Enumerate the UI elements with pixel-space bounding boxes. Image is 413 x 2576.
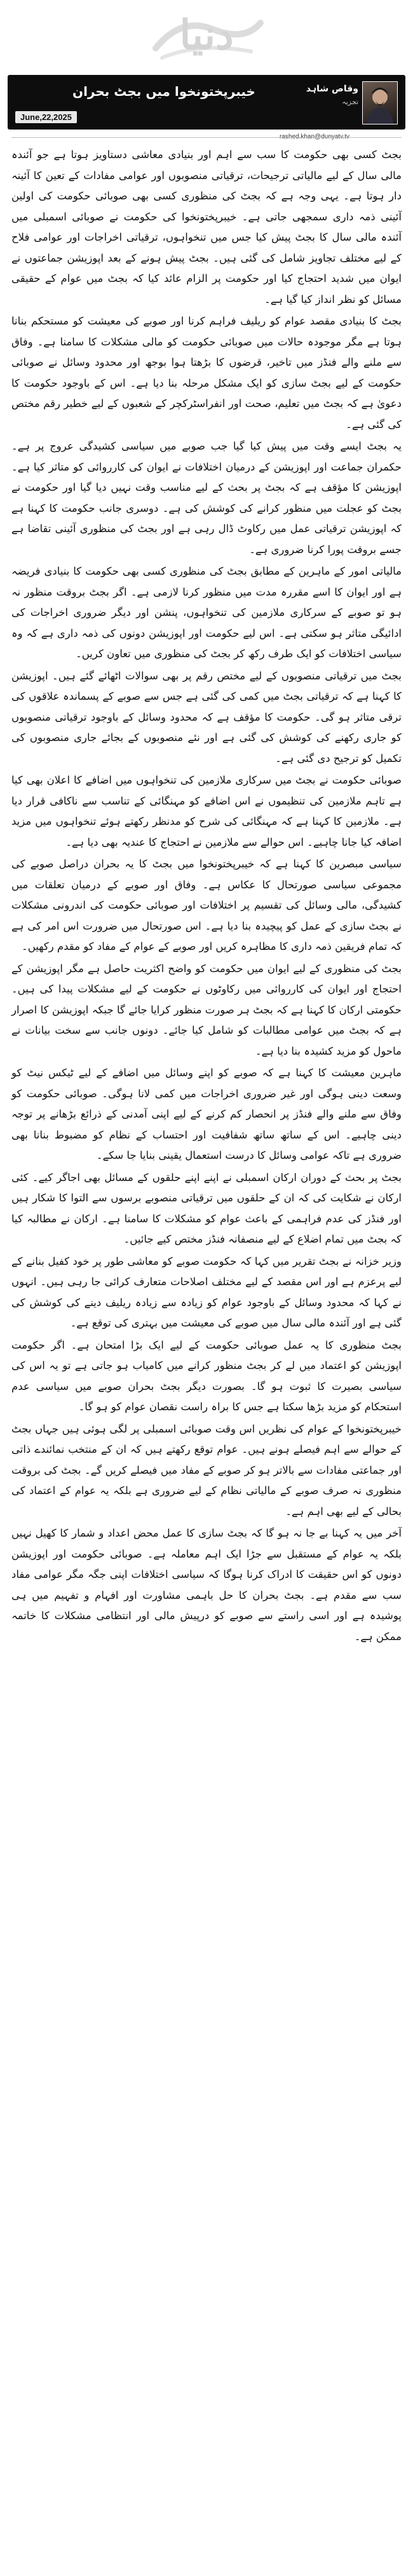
article-paragraph: آخر میں یہ کہنا بے جا نہ ہو گا کہ بجٹ سازی کا عمل محض اعداد و شمار کا کھیل نہیں بلکہ یہ عوام کے مستقبل سے جڑا ایک اہم معاملہ ہے۔ صوبائی حکومت اور اپوزیشن دونوں کو اس حقیقت کا ادراک کرنا ہوگا کہ سیاسی اختلافات اپنی جگہ مگر عوامی مفاد سب سے مقدم ہے۔ بجٹ بحران کا حل باہمی مشاورت اور افہام و تفہیم میں ہی پوشیدہ ہے اور اسی راستے سے صوبے کو درپیش مالی اور انتظامی مشکلات کا خاتمہ ممکن ہے۔ <box>11 1527 402 1643</box>
logo-text: دنیا <box>179 11 234 59</box>
dunya-logo <box>143 4 270 66</box>
author-card <box>302 81 398 123</box>
masthead <box>0 0 413 70</box>
article-paragraph: وزیر خزانہ نے بجٹ تقریر میں کہا کہ حکومت صوبے کو معاشی طور پر خود کفیل بنانے کے لیے پرعزم ہے اور اس مقصد کے لیے مختلف اصلاحات متعارف کرائی جا رہی ہیں۔ انہوں نے کہا کہ محدود وسائل کے باوجود عوام کو زیادہ سے زیادہ ریلیف دینے کی کوشش کی گئی ہے اور آئندہ مالی سال میں صوبے کی معیشت میں بہتری کی توقع ہے۔ <box>11 1255 402 1329</box>
article-paragraph: بجٹ منظوری کا یہ عمل صوبائی حکومت کے لیے ایک بڑا امتحان ہے۔ اگر حکومت اپوزیشن کو اعتماد میں لے کر بجٹ منظور کرانے میں کامیاب ہو جاتی ہے تو یہ اس کی سیاسی بصیرت کا ثبوت ہو گا۔ بصورت دیگر بجٹ بحران صوبے میں سیاسی عدم استحکام کو مزید بڑھا سکتا ہے جس کا براہ راست نقصان عوام کو ہو گا۔ <box>11 1338 402 1413</box>
publish-date: June,22,2025 <box>15 111 77 123</box>
author-name: وقاص شاہد <box>306 84 358 94</box>
header-divider <box>11 137 402 138</box>
article-paragraph: بجٹ پر بحث کے دوران ارکان اسمبلی نے اپنے اپنے حلقوں کے مسائل بھی اجاگر کیے۔ کئی ارکان نے شکایت کی کہ ان کے حلقوں میں ترقیاتی منصوبے برسوں سے التوا کا شکار ہیں اور فنڈز کی عدم فراہمی کے باعث عوام کو مشکلات کا سامنا ہے۔ ارکان نے مطالبہ کیا کہ بجٹ میں تمام اضلاع کے لیے منصفانہ فنڈز مختص کیے جائیں۔ <box>11 1171 402 1245</box>
article-paragraph: سیاسی مبصرین کا کہنا ہے کہ خیبرپختونخوا میں بجٹ کا یہ بحران دراصل صوبے کی مجموعی سیاسی صورتحال کا عکاس ہے۔ وفاق اور صوبے کے درمیان تعلقات میں کشیدگی، مالی وسائل کی تقسیم پر اختلافات اور صوبائی حکومت کی اندرونی مشکلات نے بجٹ سازی کے عمل کو پیچیدہ بنا دیا ہے۔ اس صورتحال میں ضرورت اس امر کی ہے کہ تمام فریقین ذمہ داری کا مظاہرہ کریں اور صوبے کے عوام کے مفاد کو مقدم رکھیں۔ <box>11 858 402 952</box>
article-paragraph: خیبرپختونخوا کے عوام کی نظریں اس وقت صوبائی اسمبلی پر لگی ہوئی ہیں جہاں بجٹ کے حوالے سے اہم فیصلے ہونے ہیں۔ عوام توقع رکھتے ہیں کہ ان کے منتخب نمائندے ذاتی اور جماعتی مفادات سے بالاتر ہو کر صوبے کے مفاد میں فیصلے کریں گے۔ بجٹ کی بروقت منظوری نہ صرف صوبے کے مالیاتی نظام کے لیے ضروری ہے بلکہ یہ عوام کے اعتماد کی بحالی کے لیے بھی اہم ہے۔ <box>11 1422 402 1518</box>
article-paragraph: بجٹ کا بنیادی مقصد عوام کو ریلیف فراہم کرنا اور صوبے کی معیشت کو مستحکم بنانا ہوتا ہے مگر موجودہ حالات میں صوبائی حکومت کو مالی مشکلات کا سامنا ہے۔ وفاق سے ملنے والے فنڈز میں تاخیر، قرضوں کا بڑھتا ہوا بوجھ اور محدود وسائل نے صوبائی حکومت کے لیے بجٹ سازی کو ایک مشکل مرحلہ بنا دیا ہے۔ اس کے باوجود حکومت کا دعویٰ ہے کہ بجٹ میں تعلیم، صحت اور انفراسٹرکچر کے شعبوں کے لیے خطیر رقم مختص کی گئی ہے۔ <box>11 315 402 430</box>
article-paragraph: صوبائی حکومت نے بجٹ میں سرکاری ملازمین کی تنخواہوں میں اضافے کا اعلان بھی کیا ہے تاہم ملازمین کی تنظیموں نے اس اضافے کو مہنگائی کے تناسب سے ناکافی قرار دیا ہے۔ ملازمین کا کہنا ہے کہ مہنگائی کی شرح کو مدنظر رکھتے ہوئے تنخواہوں میں مزید اضافہ کیا جانا چاہیے۔ اس حوالے سے ملازمین نے احتجاج کا عندیہ بھی دیا ہے۔ <box>11 774 402 848</box>
column-header <box>8 75 405 130</box>
article-paragraph: مالیاتی امور کے ماہرین کے مطابق بجٹ کی منظوری کسی بھی حکومت کا بنیادی فریضہ ہے اور ایوان کا اسے مقررہ مدت میں منظور کرنا لازمی ہے۔ اگر بجٹ بروقت منظور نہ ہو تو صوبے کے سرکاری ملازمین کی تنخواہوں، پنشن اور دیگر ضروری اخراجات کی ادائیگی متاثر ہو سکتی ہے۔ اس لیے حکومت اور اپوزیشن دونوں کی ذمہ داری ہے کہ وہ سیاسی اختلافات کو ایک طرف رکھ کر بجٹ کی منظوری میں تعاون کریں۔ <box>11 565 402 660</box>
article-paragraph: بجٹ میں ترقیاتی منصوبوں کے لیے مختص رقم پر بھی سوالات اٹھائے گئے ہیں۔ اپوزیشن کا کہنا ہے کہ ترقیاتی بجٹ میں کمی کی گئی ہے جس سے صوبے کے پسماندہ علاقوں کی ترقی متاثر ہو گی۔ حکومت کا مؤقف ہے کہ محدود وسائل کے باوجود ترقیاتی منصوبوں کو جاری رکھنے کی کوشش کی گئی ہے اور نئے منصوبوں کے بجائے جاری منصوبوں کی تکمیل کو ترجیح دی گئی ہے۔ <box>11 669 402 764</box>
article-paragraph: بجٹ کی منظوری کے لیے ایوان میں حکومت کو واضح اکثریت حاصل ہے مگر اپوزیشن کے احتجاج اور ایوان کی کارروائی میں رکاوٹوں نے حکومت کے لیے مشکلات پیدا کی ہیں۔ حکومتی ارکان کا کہنا ہے کہ بجٹ ہر صورت منظور کرایا جائے گا جبکہ اپوزیشن کا اصرار ہے کہ بجٹ میں عوامی مطالبات کو شامل کیا جائے۔ دونوں جانب سے سخت بیانات نے ماحول کو مزید کشیدہ بنا دیا ہے۔ <box>11 962 402 1057</box>
article-body <box>11 145 402 1648</box>
column-headline: خیبرپختونخوا میں بجٹ بحران <box>72 84 255 99</box>
article-paragraph: یہ بجٹ ایسے وقت میں پیش کیا گیا جب صوبے میں سیاسی کشیدگی عروج پر ہے۔ حکمران جماعت اور اپوزیشن کے درمیان اختلافات نے ایوان کی کارروائی کو متاثر کیا ہے۔ اپوزیشن کا مؤقف ہے کہ بجٹ پر بحث کے لیے مناسب وقت نہیں دیا گیا اور حکومت نے بجٹ کو عجلت میں منظور کرانے کی کوشش کی ہے۔ دوسری جانب حکومت کا کہنا ہے کہ اپوزیشن ترقیاتی عمل میں رکاوٹ ڈال رہی ہے اور بجٹ کی منظوری آئینی تقاضا ہے جسے بروقت پورا کرنا ضروری ہے۔ <box>11 440 402 556</box>
author-photo-icon <box>362 81 398 124</box>
author-role: تجزیہ <box>342 98 358 106</box>
article-paragraph: بجٹ کسی بھی حکومت کا سب سے اہم اور بنیادی معاشی دستاویز ہوتا ہے جو آئندہ مالی سال کے لیے مالیاتی ترجیحات، ترقیاتی منصوبوں اور عوامی مفادات کے تعین کا آئینہ دار ہوتا ہے۔ یہی وجہ ہے کہ بجٹ کی منظوری کسی بھی صوبائی حکومت کی اولین آئینی ذمہ داری سمجھی جاتی ہے۔ خیبرپختونخوا کی حکومت نے صوبائی اسمبلی میں آئندہ مالی سال کا بجٹ پیش کیا جس میں تنخواہوں، ترقیاتی اخراجات اور عوامی فلاح کے لیے مختلف تجاویز شامل کی گئی ہیں۔ بجٹ پیش ہونے کے بعد اپوزیشن جماعتوں نے ایوان میں شدید احتجاج کیا اور حکومت پر الزام عائد کیا کہ بجٹ میں عوام کے حقیقی مسائل کو نظر انداز کیا گیا ہے۔ <box>11 149 402 305</box>
article-paragraph: ماہرین معیشت کا کہنا ہے کہ صوبے کو اپنے وسائل میں اضافے کے لیے ٹیکس نیٹ کو وسعت دینی ہوگی اور غیر ضروری اخراجات میں کمی لانا ہوگی۔ صوبائی حکومت کو وفاق سے ملنے والے فنڈز پر انحصار کم کرنے کے لیے اپنی آمدنی کے ذرائع بڑھانے پر توجہ دینی چاہیے۔ اس کے ساتھ ساتھ شفافیت اور احتساب کے نظام کو مضبوط بنانا بھی ضروری ہے تاکہ عوامی وسائل کا درست استعمال یقینی بنایا جا سکے۔ <box>11 1067 402 1161</box>
